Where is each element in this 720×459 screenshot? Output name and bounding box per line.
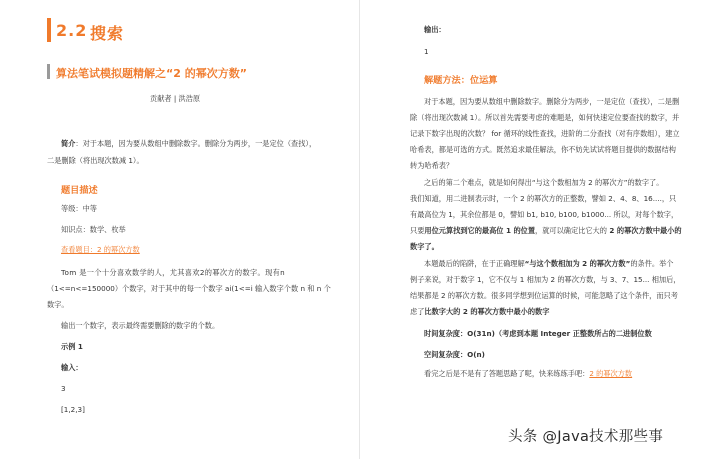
- input-array: [1,2,3]: [61, 405, 85, 414]
- p1-line-5: 转为哈希表？: [410, 161, 454, 170]
- section-title: 搜索: [90, 24, 125, 43]
- p2-line-4: [410, 223, 682, 239]
- knowledge: 知识点：数学、枚举: [61, 225, 126, 234]
- p2-line-4-c: ，就可以确定比它大的: [535, 226, 607, 235]
- p1-line-1: 对于本题，因为要从数组中删除数字。删除分为两步，一是定位（查找），二是删: [424, 97, 680, 106]
- problem-line-3: 数字。: [47, 300, 69, 309]
- p3-line-4-bold: 比数字大的 2 的幂次方数中最小的数字: [424, 307, 550, 316]
- p2-line-3: 有最高位为 1，其余位都是 0，譬如 b1, b10, b100, b1000... 所以，对每个数字，: [410, 210, 679, 219]
- summary-text: ：对于本题，因为要从数组中删除数字。删除分为两步，一是定位（查找），: [75, 139, 317, 148]
- p1-line-3: 记录下数字出现的次数？ for 循环的线性查找，进阶的二分查找（对有序数组），建立: [410, 129, 680, 138]
- p2-line-4-d: 2 的幂次方数中最小的: [606, 226, 682, 235]
- space-complexity: 空间复杂度：O(n): [424, 350, 485, 359]
- end-problem-link[interactable]: 2 的幂次方数: [589, 369, 633, 378]
- end-text: 看完之后是不是有了答题思路了呢，快来练练手吧：: [424, 369, 590, 378]
- summary-line-2: 二是删除（将出现次数减 1）。: [47, 156, 144, 165]
- end-line: [424, 366, 632, 382]
- section-accent-bar: [47, 18, 51, 42]
- method-heading: 解题方法：位运算: [424, 75, 498, 86]
- input-n: 3: [61, 384, 66, 393]
- level: 等级：中等: [61, 204, 97, 213]
- p3-line-1-bold: “与这个数相加为 2 的幂次方数”: [524, 259, 631, 268]
- title-accent-bar: [47, 64, 50, 79]
- p2-line-1: 之后的第二个难点，就是如何得出“与这个数相加为 2 的幂次方”的数字了。: [424, 178, 664, 187]
- p3-line-4-a: 虑了: [410, 307, 425, 316]
- view-problem-link[interactable]: 查看题目：2 的幂次方数: [61, 245, 140, 254]
- page-divider: [359, 0, 360, 459]
- time-complexity: 时间复杂度：O(31n)（考虑到本题 Integer 正整数所占的二进制位数: [424, 329, 652, 338]
- p3-line-3: 结果都是 2 的幂次方数。很多同学想到位运算的时候，可能忽略了这个条件，而只考: [410, 291, 678, 300]
- input-label: 输入：: [61, 363, 83, 372]
- p1-line-2: 除（将出现次数减 1）。所以首先需要考虑的难题是，如何快速定位要查找的数字，并: [410, 113, 680, 122]
- output-desc: 输出一个数字，表示最终需要删除的数字的个数。: [61, 321, 220, 330]
- section-number: 2.2: [56, 21, 88, 40]
- problem-line-1: Tom 是一个十分喜欢数学的人，尤其喜欢2的幂次方的数字。现有n: [61, 268, 286, 277]
- example-label: 示例 1: [61, 342, 83, 351]
- article-title: 算法笔试模拟题精解之“2 的幂次方数”: [56, 67, 247, 80]
- p3-line-1-c: 的条件。举个: [630, 259, 674, 268]
- problem-line-2: （1<=n<=150000）个数字，对于其中的每一个数字 ai(1<=i 输入数字个数 n 和 n 个: [47, 284, 331, 293]
- problem-desc-heading: 题目描述: [61, 185, 98, 196]
- summary-label: 简介: [61, 139, 76, 148]
- summary-line-1: [61, 136, 316, 152]
- p1-line-4: 哈希表，都是可选的方式。既然追求最佳解法，你不妨先试试将题目提供的数据结构: [410, 145, 676, 154]
- output-value: 1: [424, 47, 429, 56]
- p2-line-2: 我们知道，用二进制表示时，一个 2 的幂次方的正整数，譬如 2、4、8、16....，只: [410, 194, 677, 203]
- p2-line-4-bold: 用位元算找到它的最高位 1 的位置: [424, 226, 536, 235]
- output-label: 输出：: [424, 25, 446, 34]
- watermark: 头条 @Java技术那些事: [508, 429, 664, 445]
- p3-line-1: [424, 256, 674, 272]
- p2-line-4-a: 只要: [410, 226, 425, 235]
- p2-line-5: 数字了。: [410, 242, 439, 251]
- contributor: 贡献者 | 洪浩原: [150, 94, 201, 103]
- p3-line-4: [410, 304, 549, 320]
- p3-line-1-a: 本题最后的陷阱，在于正确理解: [424, 259, 525, 268]
- p3-line-2: 例子来说，对于数字 1，它不仅与 1 相加为 2 的幂次方数，与 3、7、15... 相加后，: [410, 275, 681, 284]
